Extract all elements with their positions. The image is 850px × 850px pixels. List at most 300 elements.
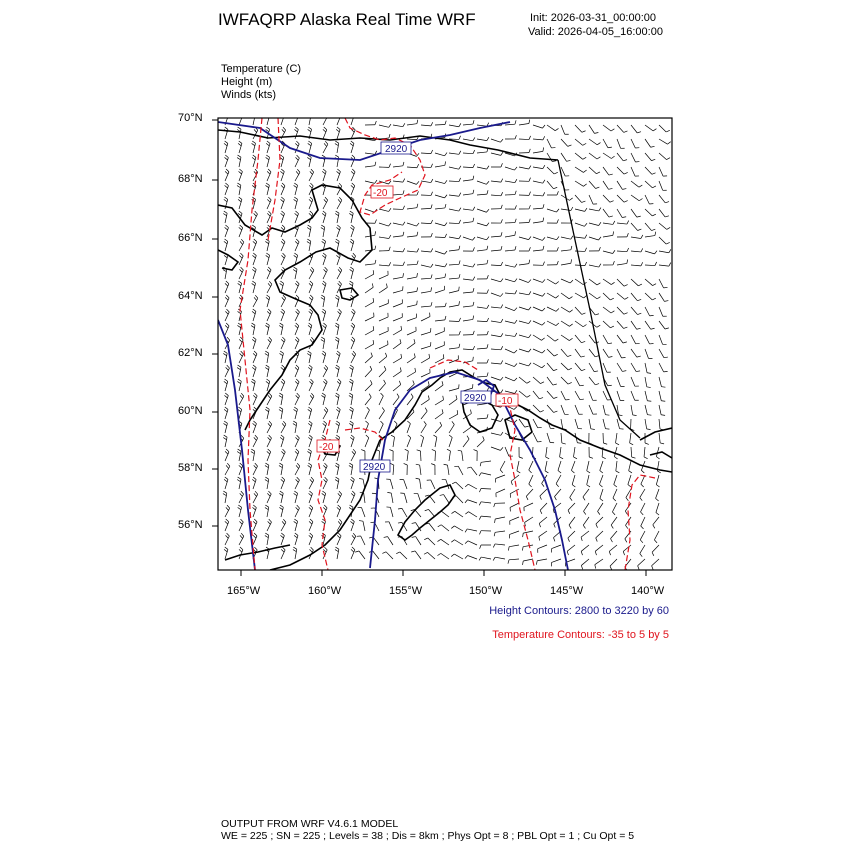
wind-barb-flag (293, 424, 296, 426)
wind-barb (600, 461, 603, 470)
wind-barb (449, 348, 459, 349)
temp-label-3: -10 (498, 396, 513, 407)
wind-barb-flag (584, 511, 586, 514)
wind-barb-flag (281, 435, 284, 437)
wind-barb (407, 124, 417, 125)
wind-barb-flag (624, 131, 628, 132)
wind-barb-flag (281, 255, 284, 258)
wind-barb-flag (596, 187, 600, 188)
wind-barb-flag (459, 235, 461, 238)
wind-barb-flag (253, 267, 256, 270)
wind-barb-flag (451, 526, 454, 529)
wind-barb-flag (487, 246, 488, 250)
wind-barb-flag (281, 227, 284, 230)
wind-barb (435, 345, 444, 349)
wind-barb-flag (487, 290, 488, 294)
wind-barb-flag (349, 409, 352, 411)
wind-barb-flag (487, 137, 489, 140)
wind-barb-flag (225, 227, 228, 230)
wind-barb-flag (637, 356, 641, 357)
wind-barb (603, 209, 609, 217)
wind-barb-flag (227, 337, 230, 340)
wind-barb (617, 349, 622, 358)
wind-barb-flag (237, 325, 240, 327)
wind-barb (640, 545, 645, 554)
wind-barb-flag (351, 141, 354, 143)
wind-barb (561, 250, 571, 251)
wind-barb-flag (267, 199, 270, 202)
wind-barb-flag (323, 211, 326, 213)
wind-barb (491, 279, 501, 282)
wind-barb-flag (541, 338, 544, 340)
wind-barb-flag (323, 381, 326, 384)
wind-barb (420, 479, 421, 489)
wind-barb-flag (252, 283, 255, 285)
wind-barb-flag (581, 341, 585, 342)
wind-barb (393, 125, 403, 127)
wind-barb (611, 517, 617, 525)
wind-barb-flag (240, 353, 243, 356)
wind-barb-flag (282, 423, 285, 426)
wind-barb-flag (664, 301, 668, 302)
wind-barb-flag (442, 409, 443, 413)
wind-barb-flag (338, 269, 341, 272)
wind-barb-flag (527, 381, 530, 383)
wind-barb-flag (640, 554, 642, 557)
wind-barb-flag (459, 166, 461, 169)
wind-barb (631, 363, 636, 372)
wind-barb (365, 384, 372, 391)
wind-barb-flag (225, 521, 228, 524)
wind-barb (462, 451, 463, 461)
wind-barb-flag (296, 141, 299, 144)
wind-barb-flag (350, 227, 353, 230)
wind-barb (659, 279, 664, 288)
wind-barb-flag (336, 437, 339, 439)
wind-barb-flag (571, 259, 572, 263)
wind-barb-flag (622, 217, 626, 218)
wind-barb-flag (501, 262, 503, 266)
wind-barb-flag (335, 141, 338, 143)
wind-barb-flag (515, 191, 516, 195)
wind-barb (631, 391, 635, 400)
wind-barb (595, 545, 603, 551)
wind-barb-flag (568, 538, 570, 542)
wind-barb-flag (350, 267, 353, 269)
wind-barb-flag (398, 508, 402, 509)
wind-barb (589, 419, 591, 429)
wind-barb-flag (596, 172, 600, 174)
wind-barb-flag (529, 205, 530, 209)
wind-barb-flag (627, 248, 629, 252)
wind-barb-flag (266, 255, 269, 257)
wind-barb-flag (414, 353, 415, 357)
wind-barb (547, 321, 556, 326)
wind-barb-flag (529, 349, 531, 352)
wind-barb (435, 331, 444, 335)
field-temperature: Temperature (C) (221, 63, 302, 75)
wind-barb-flag (309, 365, 312, 368)
wind-barb-flag (452, 421, 454, 424)
wind-barb (435, 265, 445, 267)
wind-barb-flag (351, 549, 354, 552)
wind-barb-flag (267, 269, 270, 272)
wind-barb (654, 531, 659, 540)
wind-barb-flag (667, 227, 670, 229)
wind-barb-flag (352, 183, 355, 186)
wind-barb-flag (224, 255, 227, 257)
wind-barb-flag (391, 435, 394, 437)
wind-barb-flag (656, 485, 659, 487)
wind-barb (407, 181, 416, 184)
wind-barb-flag (265, 241, 268, 243)
wind-barb-flag (253, 395, 256, 398)
wind-barb-flag (296, 449, 299, 452)
wind-barb (421, 153, 431, 154)
wind-barb (659, 125, 666, 132)
wind-barb-flag (309, 323, 312, 325)
wind-barb-flag (307, 116, 310, 118)
wind-barb-flag (266, 323, 269, 325)
wind-barb-flag (445, 316, 446, 320)
wind-barb-flag (401, 326, 402, 330)
wind-barb-flag (293, 270, 296, 272)
wind-barb-flag (473, 176, 474, 180)
wind-barb (415, 551, 421, 559)
wind-barb (617, 167, 624, 174)
wind-barb-flag (641, 262, 643, 266)
wind-barb-flag (667, 158, 671, 160)
wind-barb-flag (322, 435, 325, 437)
wind-barb-flag (283, 519, 286, 522)
wind-barb (468, 500, 477, 503)
wind-barb-flag (569, 198, 572, 200)
lat-label-64: 64°N (178, 290, 203, 302)
wind-barb-flag (445, 263, 447, 266)
wind-barb-flag (539, 537, 540, 541)
wind-barb-flag (322, 239, 325, 241)
wind-barb-flag (349, 508, 352, 510)
wind-barb-flag (637, 216, 641, 217)
wind-barb-flag (252, 323, 255, 325)
wind-barb (505, 235, 515, 237)
wind-barb (603, 363, 607, 372)
wind-barb-flag (501, 319, 503, 322)
wind-barb (428, 538, 435, 545)
wind-barb-flag (599, 222, 601, 225)
wind-barb-flag (609, 188, 613, 189)
height-label-2: 2920 (464, 393, 487, 404)
wind-barb-flag (322, 171, 325, 174)
wind-barb (589, 139, 597, 145)
wind-barb (561, 237, 571, 239)
wind-barb-flag (501, 192, 503, 196)
wind-barb (449, 237, 459, 239)
wind-barb-flag (666, 242, 670, 244)
wind-barb (603, 293, 610, 300)
wind-barb-flag (623, 551, 624, 555)
wind-barb (463, 209, 473, 210)
wind-barb (547, 363, 553, 371)
wind-barb-flag (224, 423, 227, 425)
wind-barb (569, 517, 575, 525)
wind-barb-flag (539, 523, 540, 527)
wind-barb-flag (479, 557, 481, 560)
wind-barb-flag (465, 541, 468, 544)
wind-barb-flag (610, 298, 614, 300)
wind-barb-flag (225, 113, 228, 116)
wind-barb-flag (309, 185, 312, 188)
wind-barb (421, 125, 431, 126)
wind-barb-flag (268, 395, 271, 398)
wind-barb (309, 115, 311, 125)
wind-barb (435, 181, 445, 184)
wind-barb (645, 209, 652, 216)
wind-barb (645, 321, 651, 329)
plot-frame (218, 118, 672, 570)
wind-barb-flag (529, 470, 532, 473)
wind-barb-flag (382, 407, 384, 410)
wind-barb-flag (323, 465, 326, 468)
wind-barb-flag (529, 260, 530, 264)
wind-barb (659, 391, 661, 401)
wind-barb-flag (324, 547, 327, 550)
wind-barb-flag (227, 505, 230, 508)
wind-barb-flag (240, 463, 243, 466)
wind-barb-flag (267, 295, 270, 297)
wind-barb-flag (456, 395, 457, 399)
wind-barb-flag (424, 552, 428, 554)
wind-barb-flag (339, 519, 342, 522)
footer-model: OUTPUT FROM WRF V4.6.1 MODEL (221, 818, 399, 830)
wind-barb-flag (515, 231, 516, 235)
wind-barb-flag (569, 525, 571, 528)
wind-barb-flag (501, 179, 503, 183)
wind-barb (463, 222, 473, 223)
wind-barb-flag (568, 355, 572, 356)
wind-barb (589, 223, 599, 225)
wind-barb (529, 475, 533, 484)
wind-barb-flag (609, 174, 613, 175)
wind-barb-flag (613, 498, 616, 501)
wind-barb-flag (473, 372, 474, 376)
wind-barb-flag (624, 327, 628, 328)
wind-barb-flag (449, 435, 452, 438)
wind-barb-flag (540, 382, 544, 384)
wind-barb (449, 153, 459, 154)
wind-barb-flag (546, 457, 550, 459)
wind-barb (421, 317, 430, 321)
wind-barb-flag (282, 239, 285, 242)
wind-barb (404, 493, 407, 503)
wind-barb-flag (389, 450, 393, 451)
wind-barb-flag (252, 143, 255, 145)
wind-barb-flag (473, 316, 474, 320)
wind-barb-flag (501, 246, 502, 250)
wind-barb-flag (281, 533, 284, 536)
wind-barb-flag (252, 367, 255, 370)
wind-barb (449, 291, 459, 293)
wind-barb (645, 307, 650, 316)
wind-barb (505, 307, 514, 311)
wind-barb (351, 116, 354, 125)
wind-barb-flag (294, 407, 297, 409)
wind-barb-flag (652, 566, 653, 570)
wind-barb-flag (501, 432, 503, 435)
wind-barb-flag (622, 189, 626, 190)
wind-barb (253, 298, 258, 307)
wind-barb-flag (599, 484, 602, 487)
wind-barb-flag (431, 302, 432, 306)
wind-barb-flag (296, 437, 299, 440)
wind-barb-flag (251, 449, 254, 451)
wind-barb (379, 303, 388, 307)
wind-barb (435, 413, 443, 419)
wind-barb-flag (350, 269, 353, 271)
wind-barb (477, 237, 487, 240)
wind-barb-flag (370, 380, 372, 384)
wind-barb-flag (297, 505, 300, 508)
wind-barb (659, 293, 664, 301)
wind-barb-flag (265, 325, 268, 327)
wind-barb (614, 447, 617, 457)
wind-barb-flag (465, 529, 467, 532)
wind-barb-flag (487, 275, 488, 279)
wind-barb-flag (252, 507, 255, 510)
wind-barb-flag (225, 325, 228, 328)
wind-barb-flag (279, 507, 282, 509)
wind-barb-flag (425, 495, 429, 496)
wind-barb-flag (308, 325, 311, 327)
wind-barb-flag (295, 325, 298, 328)
wind-barb (441, 511, 449, 517)
wind-barb-flag (280, 281, 283, 283)
wind-barb (393, 465, 394, 475)
wind-barb (623, 545, 631, 551)
wind-barb-flag (651, 159, 655, 160)
wind-barb-flag (224, 197, 227, 199)
wind-barb-flag (338, 283, 341, 286)
wind-barb-flag (542, 322, 545, 325)
wind-barb-flag (608, 147, 612, 148)
wind-barb (600, 489, 603, 499)
wind-barb-flag (526, 496, 528, 500)
wind-barb-flag (268, 437, 271, 440)
wind-barb-flag (224, 211, 227, 213)
wind-barb-flag (336, 129, 339, 132)
wind-barb (575, 405, 579, 414)
wind-barb (491, 433, 501, 435)
wind-barb-flag (525, 426, 529, 427)
wind-barb-flag (339, 309, 342, 312)
wind-barb-flag (542, 293, 545, 296)
wind-barb-flag (252, 157, 255, 159)
wind-barb-flag (465, 512, 468, 514)
wind-barb (596, 531, 603, 538)
wind-barb (575, 223, 584, 226)
wind-barb-flag (432, 449, 436, 451)
wind-barb-flag (591, 429, 595, 430)
wind-barb-flag (570, 310, 573, 312)
wind-barb-flag (665, 328, 669, 329)
wind-barb-flag (473, 331, 474, 335)
wind-barb-flag (610, 566, 612, 570)
wind-barb (449, 321, 459, 322)
wind-barb (659, 237, 666, 244)
lon-label-145: 145°W (550, 585, 584, 597)
wind-barb-flag (253, 309, 256, 311)
wind-barb-flag (529, 484, 532, 487)
wind-barb-flag (265, 351, 268, 353)
wind-barb-flag (611, 156, 614, 158)
wind-barb-flag (223, 494, 226, 496)
wind-barb-flag (309, 199, 312, 202)
wind-barb-flag (283, 127, 286, 130)
wind-barb-flag (296, 323, 299, 326)
lat-label-58: 58°N (178, 462, 203, 474)
wind-barb (652, 545, 659, 552)
wind-barb-flag (431, 220, 433, 224)
wind-barb-flag (639, 185, 642, 187)
wind-barb-flag (296, 171, 299, 174)
wind-barb-flag (487, 331, 488, 335)
wind-barb (463, 279, 473, 280)
wind-barb-flag (597, 297, 600, 299)
wind-barb-flag (408, 435, 411, 438)
wind-barb-flag (335, 465, 338, 467)
wind-barb-flag (627, 221, 629, 225)
wind-barb-flag (223, 213, 226, 215)
wind-barb (477, 264, 487, 265)
wind-barb-flag (387, 492, 391, 493)
wind-barb-flag (281, 339, 284, 342)
wind-barb (365, 317, 374, 321)
wind-barb (533, 363, 542, 368)
wind-barb-flag (295, 143, 298, 146)
wind-barb (533, 433, 538, 442)
wind-barb-flag (325, 267, 328, 270)
wind-barb-flag (308, 449, 311, 451)
wind-barb (617, 139, 621, 148)
wind-barb-flag (543, 246, 544, 250)
wind-barb-flag (226, 295, 229, 298)
wind-barb-flag (226, 367, 229, 370)
wind-barb (435, 208, 445, 209)
wind-barb (547, 237, 557, 240)
wind-barb (359, 551, 365, 559)
wind-barb (589, 405, 593, 414)
wind-barb-flag (457, 410, 458, 414)
wind-barb (477, 250, 487, 251)
wind-barb (659, 181, 663, 190)
wind-barb (645, 377, 647, 387)
wind-barb (379, 237, 389, 238)
wind-barb-flag (310, 549, 313, 552)
wind-barb-flag (336, 477, 339, 479)
wind-barb-flag (336, 365, 339, 367)
wind-barb (428, 552, 435, 559)
wind-barb-flag (279, 466, 282, 468)
wind-barb-flag (610, 201, 614, 203)
wind-barb-flag (282, 547, 285, 550)
wind-barb (337, 116, 341, 125)
wind-barb (496, 475, 505, 479)
wind-barb-flag (296, 465, 299, 468)
wind-barb-flag (351, 519, 354, 522)
wind-barb-flag (322, 311, 325, 313)
wind-barb-flag (612, 512, 615, 515)
wind-barb-flag (438, 525, 441, 527)
